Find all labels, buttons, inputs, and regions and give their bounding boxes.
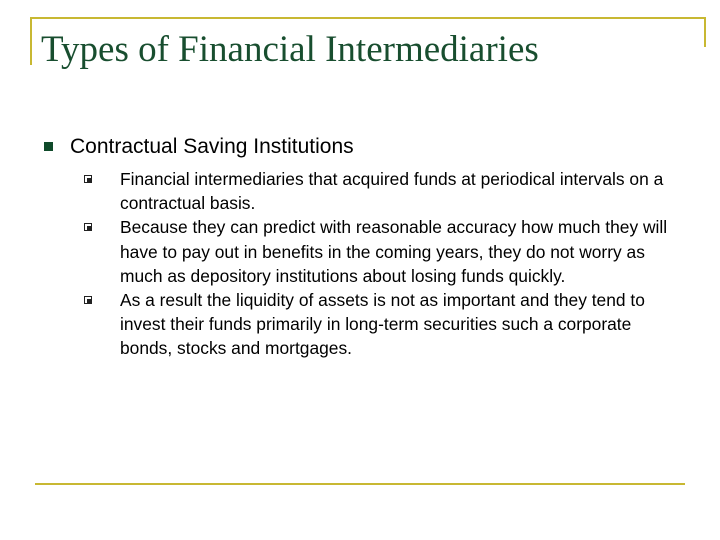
sub-bullet-text: As a result the liquidity of assets is not as important and they tend to invest their funds primarily in long-term securities such a corporate bonds, stocks and mortgages.: [120, 290, 645, 359]
sub-bullet-item: [84, 215, 684, 288]
sub-bullet-text: Because they can predict with reasonable accuracy how much they will have to pay out in benefits in the coming years, they do not worry as much as depository institutions about losing funds quickly.: [120, 217, 668, 286]
filled-square-icon: [44, 142, 53, 151]
hollow-square-icon: [84, 296, 92, 304]
sub-bullet-list: [84, 167, 684, 361]
sub-bullet-text: Financial intermediaries that acquired funds at periodical intervals on a contractual basis.: [120, 169, 664, 214]
frame-bottom-line: [35, 483, 685, 485]
sub-bullet-item: [84, 167, 684, 215]
sub-bullet-item: [84, 288, 684, 361]
hollow-square-icon: [84, 175, 92, 183]
frame-top-line: [30, 17, 706, 19]
slide-title: Types of Financial Intermediaries: [41, 29, 539, 70]
frame-right-line: [704, 17, 706, 47]
bullet-heading-text: Contractual Saving Institutions: [70, 135, 354, 158]
frame-left-line: [30, 17, 32, 65]
hollow-square-icon: [84, 223, 92, 231]
